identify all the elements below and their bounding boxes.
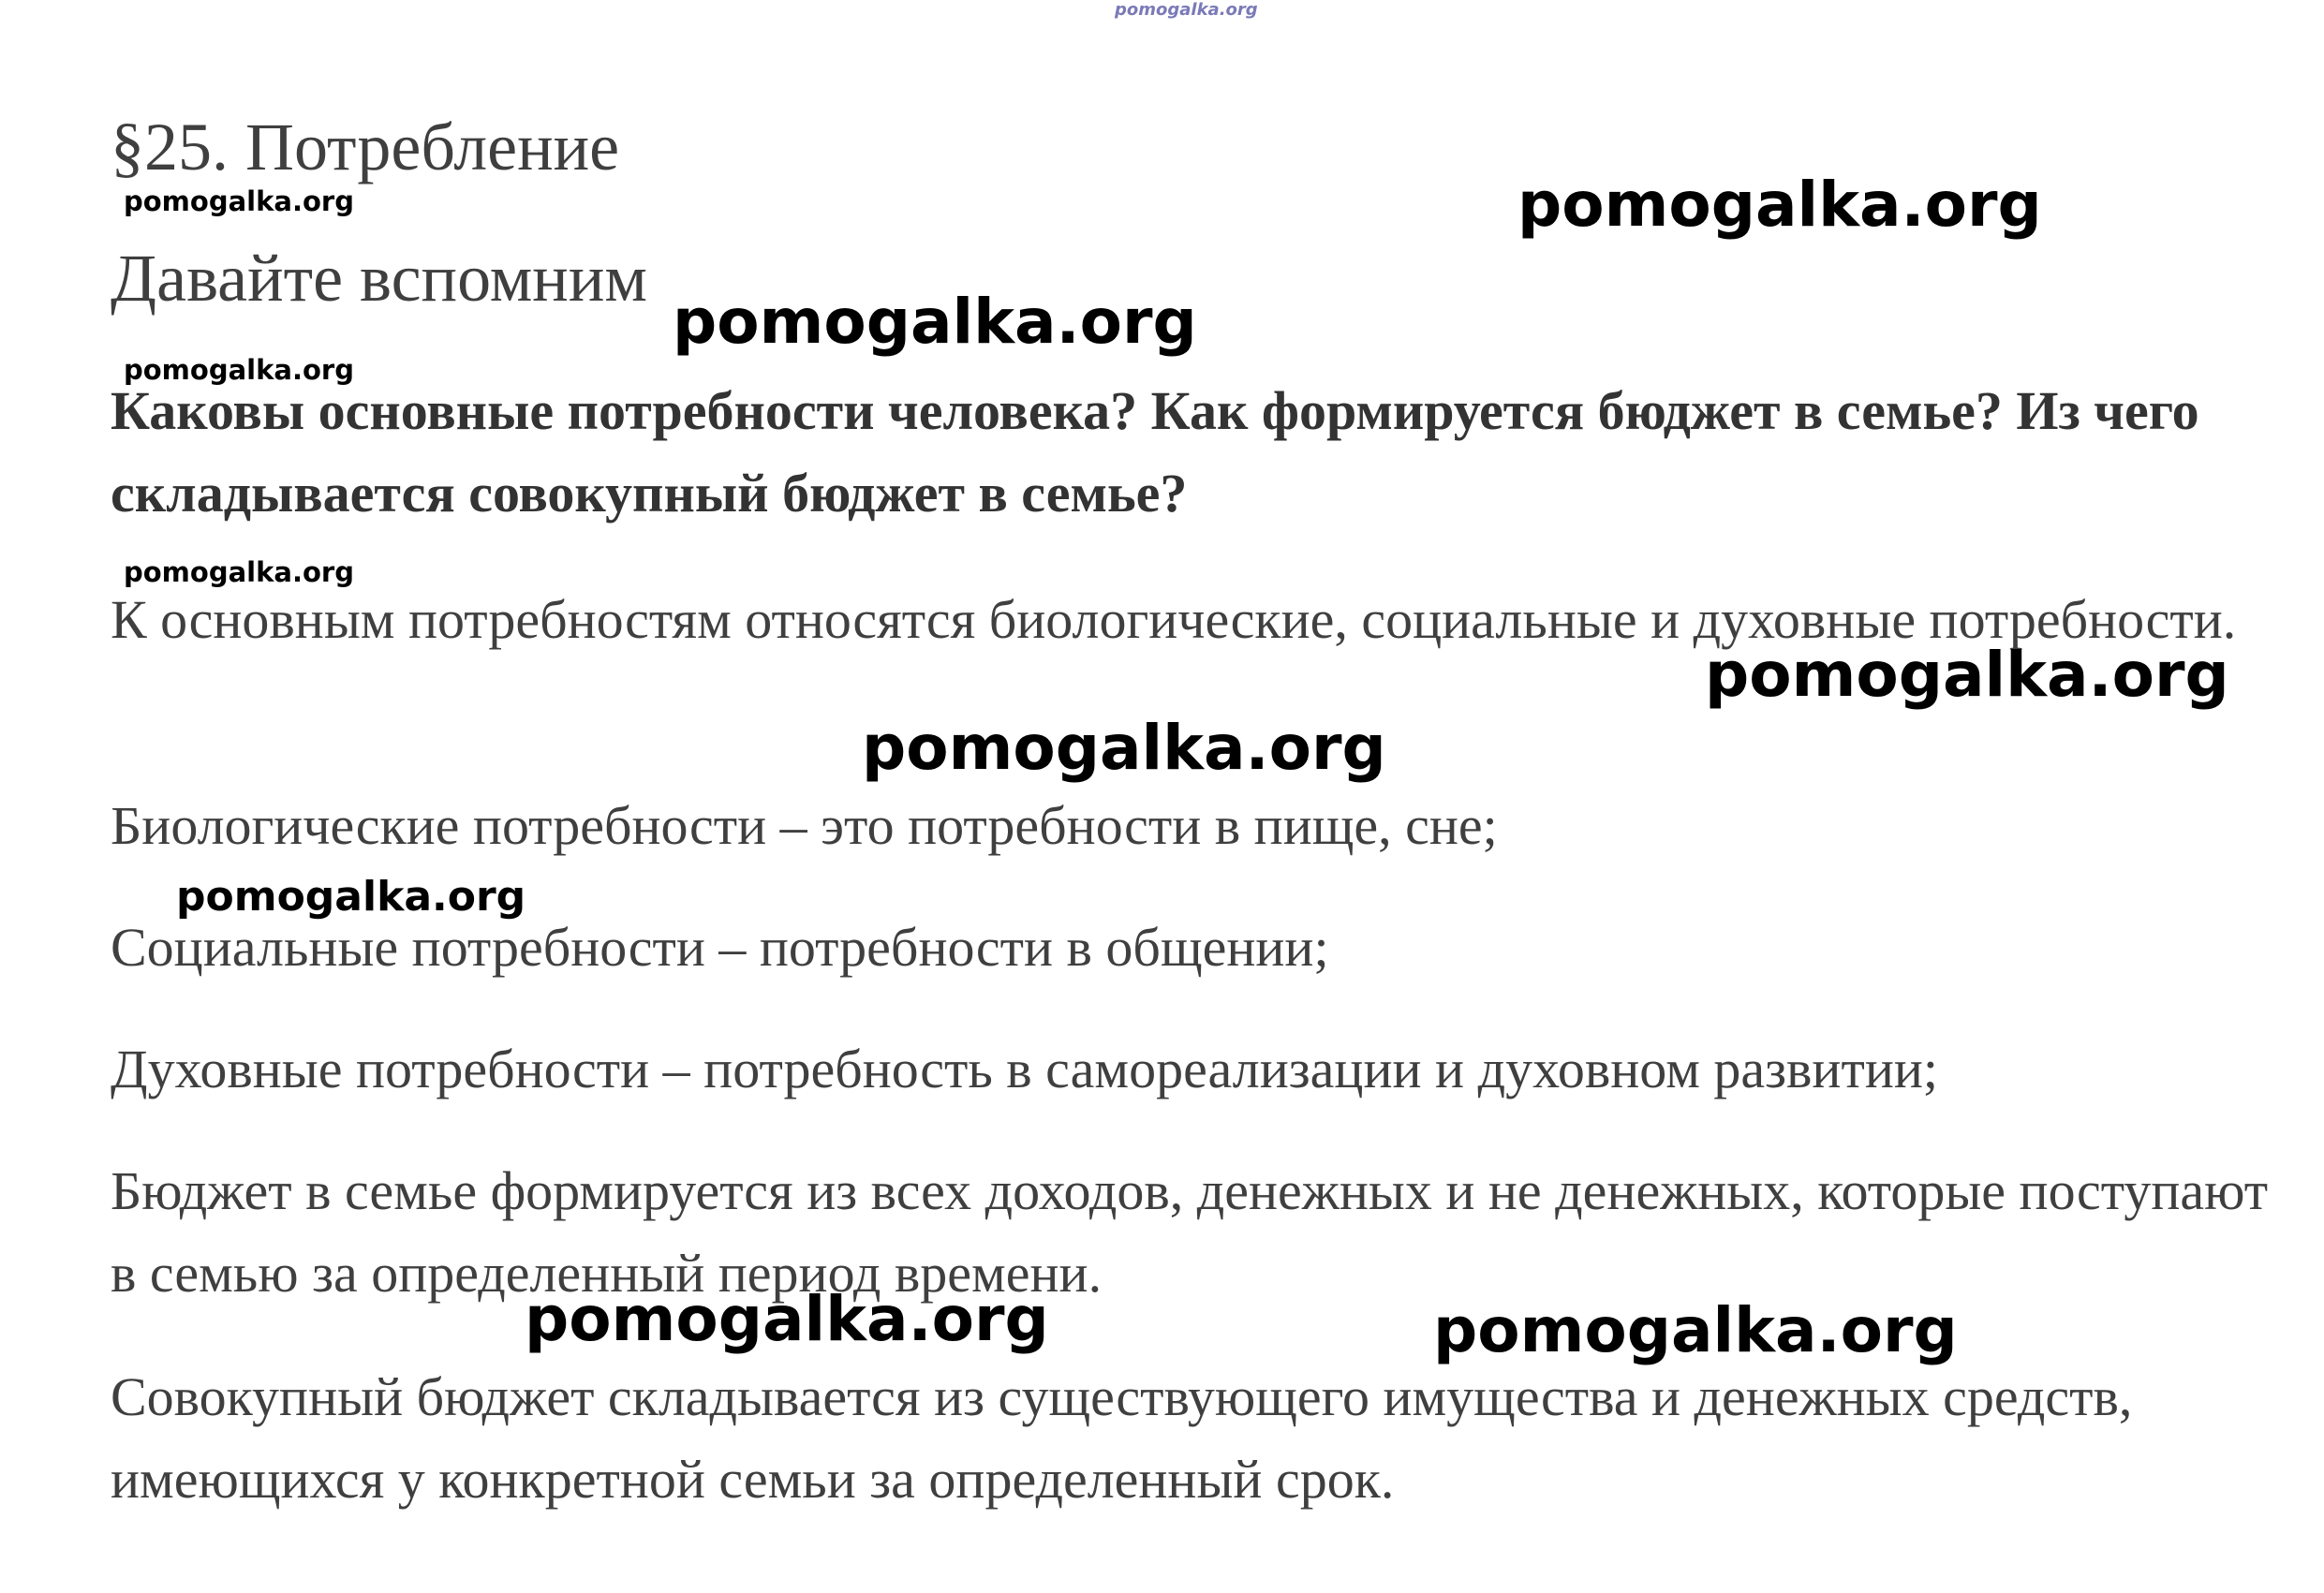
watermark-large-6: pomogalka.org xyxy=(1433,1294,1958,1366)
watermark-medium-1: pomogalka.org xyxy=(176,873,526,921)
watermark-small-3: pomogalka.org xyxy=(124,556,354,588)
watermark-small-2: pomogalka.org xyxy=(124,354,354,386)
review-questions: Каковы основные потребности человека? Как формируется бюджет в семье? Из чего складывается совокупный бюджет в семье? xyxy=(111,380,2199,524)
paragraph-biological-needs: Биологические потребности – это потребности в пище, сне; xyxy=(111,795,1498,856)
watermark-small-1: pomogalka.org xyxy=(124,185,354,217)
watermark-large-2: pomogalka.org xyxy=(673,286,1197,358)
paragraph-aggregate-budget: Совокупный бюджет складывается из существующего имущества и денежных средств, имеющихся у конкретной семьи за определенный срок. xyxy=(111,1366,2133,1510)
page-title: §25. Потребление xyxy=(111,110,620,184)
watermark-top: pomogalka.org xyxy=(1115,0,1258,20)
paragraph-family-budget: Бюджет в семье формируется из всех доходов, денежных и не денежных, которые поступают в семью за определенный период времени. xyxy=(111,1160,2269,1304)
paragraph-spiritual-needs: Духовные потребности – потребность в самореализации и духовном развитии; xyxy=(111,1039,1939,1099)
watermark-large-4: pomogalka.org xyxy=(862,712,1386,784)
watermark-large-5: pomogalka.org xyxy=(525,1283,1049,1355)
watermark-large-1: pomogalka.org xyxy=(1517,169,2042,241)
watermark-large-3: pomogalka.org xyxy=(1705,639,2229,711)
recall-heading: Давайте вспомним xyxy=(111,241,647,316)
paragraph-social-needs: Социальные потребности – потребности в общении; xyxy=(111,917,1329,978)
paragraph-basic-needs: К основным потребностям относятся биологические, социальные и духовные потребности. xyxy=(111,589,2237,650)
